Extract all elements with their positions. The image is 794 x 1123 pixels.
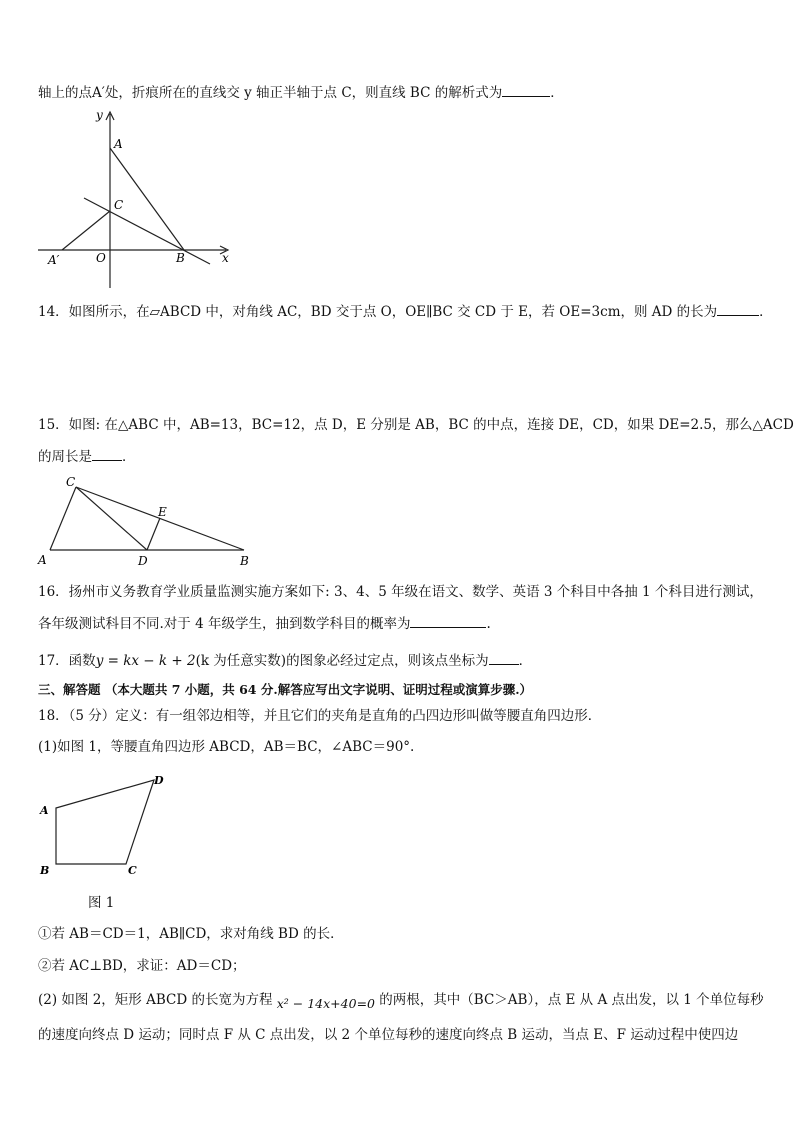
q15-body-b: 的周长是: [38, 449, 92, 465]
section-3-heading: 三、解答题 （本大题共 7 小题，共 64 分.解答应写出文字说明、证明过程或演算步骤.）: [38, 682, 533, 697]
q18-definition: 18．（5 分）定义：有一组邻边相等，并且它们的夹角是直角的凸四边形叫做等腰直角四边形．: [38, 708, 602, 724]
label-a: A: [40, 804, 49, 817]
label-a-prime: A′: [48, 253, 60, 267]
quadratic-equation: x² − 14x+40=0: [276, 996, 375, 1011]
q16-text-a: [38, 582, 764, 602]
label-d: D: [154, 774, 164, 787]
segment-apc: [62, 211, 110, 250]
answer-blank: [410, 613, 486, 628]
q17-post: 的图象必经过定点，则该点坐标为: [286, 653, 489, 669]
q14-text: 14．如图所示，在▱ABCD 中，对角线 AC，BD 交于点 O，OE∥BC 交 CD 于 E，若 OE=3cm，则 AD 的长为 ．: [38, 301, 764, 322]
figure-q18-1: [34, 770, 174, 882]
q16-text-b: 各年级测试科目不同.对于 4 年级学生，抽到数学科目的概率为 .: [38, 613, 764, 634]
q13-text: 轴上的点A′处，折痕所在的直线交 y 轴正半轴于点 C，则直线 BC 的解析式为 ．: [38, 82, 764, 103]
label-e: E: [158, 505, 167, 519]
label-y: y: [96, 108, 103, 122]
answer-blank: [92, 446, 122, 461]
label-a: A: [114, 137, 123, 151]
segment-ac: [50, 487, 76, 550]
figure-q13: [34, 106, 234, 296]
label-b: B: [176, 251, 185, 265]
figure-1-caption: 图 1: [88, 895, 115, 911]
segment-cd: [76, 487, 147, 550]
label-a: A: [38, 553, 47, 567]
answer-blank: [502, 82, 550, 97]
q15-text-b: 的周长是 ．: [38, 446, 764, 467]
answer-blank: [717, 301, 759, 316]
q18-part2-pre: (2) 如图 2，矩形 ABCD 的长宽为方程: [38, 992, 273, 1008]
q16-body-a: 16．扬州市义务教育学业质量监测实施方案如下: 3、4、5 年级在语文、数学、英语 3 个科目中各抽 1 个科目进行测试，: [38, 584, 763, 600]
q16-body-b: 各年级测试科目不同.对于 4 年级学生，抽到数学科目的概率为: [38, 616, 411, 632]
label-d: D: [138, 554, 148, 568]
segment-de: [147, 518, 160, 550]
q18-case2: ②若 AC⊥BD，求证：AD＝CD；: [38, 958, 246, 974]
q15-text-a: [38, 415, 794, 435]
q17-text: 17．函数y = kx − k + 2(k 为任意实数)的图象必经过定点，则该点坐标为 ．: [38, 650, 764, 671]
label-b: B: [240, 554, 249, 568]
label-c: C: [66, 475, 76, 489]
label-b: B: [40, 864, 50, 877]
q18-case1: ①若 AB＝CD＝1，AB∥CD，求对角线 BD 的长．: [38, 926, 344, 942]
answer-blank: [489, 650, 519, 665]
q18-part1: (1)如图 1，等腰直角四边形 ABCD，AB＝BC，∠ABC＝90°.: [38, 739, 415, 755]
label-x: x: [222, 251, 229, 265]
figure-q15: [34, 472, 264, 572]
q18-part2-b: 的速度向终点 D 运动；同时点 F 从 C 点出发，以 2 个单位每秒的速度向终点 B 运动，当点 E、F 运动过程中使四边: [38, 1027, 739, 1043]
label-c: C: [128, 864, 137, 877]
q17-pre: 17．函数: [38, 653, 96, 669]
q13-tail: 轴上的点A′处，折痕所在的直线交 y 轴正半轴于点 C，则直线 BC 的解析式为: [38, 85, 503, 101]
q17-formula: y = kx − k + 2: [95, 653, 196, 669]
label-c: C: [114, 198, 124, 212]
quadrilateral-abcd: [56, 780, 154, 864]
label-o: O: [96, 251, 106, 265]
q17-paren: (k 为任意实数): [195, 653, 287, 669]
q15-body-a: 15．如图: 在△ABC 中，AB=13，BC=12，点 D，E 分别是 AB，BC 的中点，连接 DE，CD，如果 DE=2.5，那么△ACD: [38, 417, 794, 433]
q14-body: 14．如图所示，在▱ABCD 中，对角线 AC，BD 交于点 O，OE∥BC 交 CD 于 E，若 OE=3cm，则 AD 的长为: [38, 304, 718, 320]
q18-part2-a: [38, 990, 764, 1010]
q18-part2-post: 的两根，其中（BC＞AB），点 E 从 A 点出发，以 1 个单位每秒: [379, 992, 764, 1008]
